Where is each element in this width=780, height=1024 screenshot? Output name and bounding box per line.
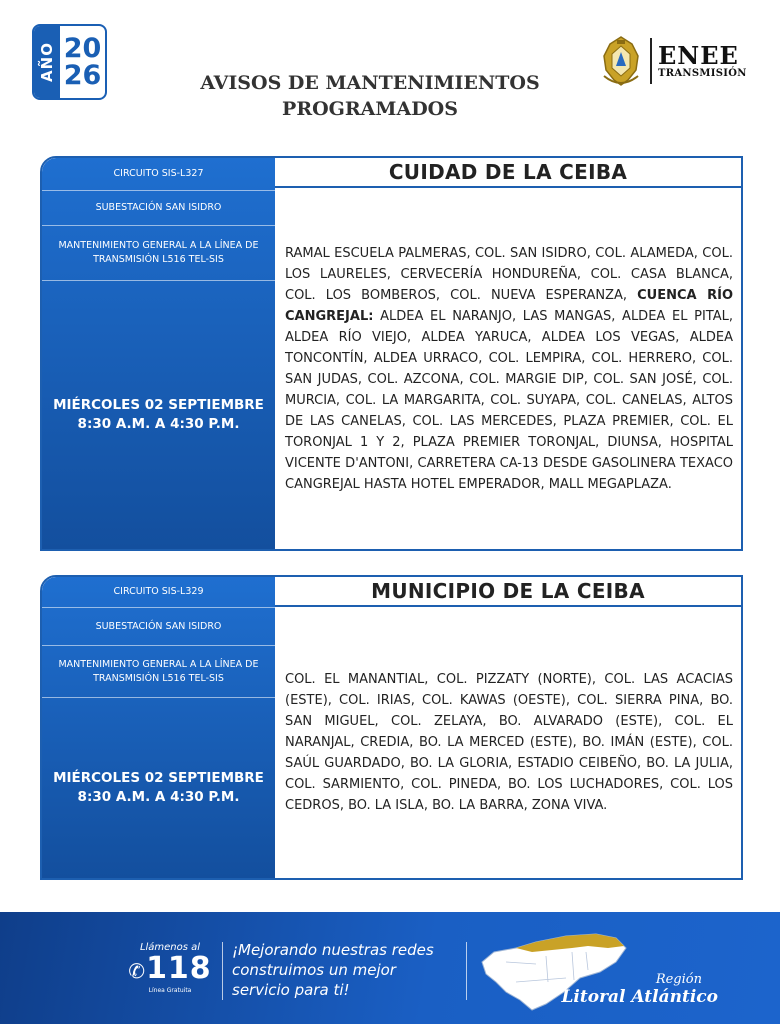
page-title-line1: AVISOS DE MANTENIMIENTOS [200, 72, 540, 94]
notice-block-1 [40, 156, 743, 551]
logo-name: ENEE [658, 40, 739, 70]
notice-info-panel [42, 158, 275, 549]
maintenance-label: MANTENIMIENTO GENERAL A LA LÍNEA DE TRANSMISIÓN L516 TEL-SIS [42, 226, 275, 281]
hotline-number [125, 953, 215, 987]
crest-icon [598, 34, 644, 88]
enee-logo [598, 32, 758, 90]
year-digits [60, 26, 105, 98]
footer-divider-1 [222, 942, 223, 1000]
page-title-line2: PROGRAMADOS [282, 98, 458, 120]
region-line1: Región [655, 972, 702, 987]
hotline-number-text: 118 [146, 951, 212, 986]
affected-areas [275, 188, 741, 549]
area-title: CUIDAD DE LA CEIBA [275, 158, 741, 188]
region-label [558, 972, 758, 1007]
slogan-line3: servicio para ti! [232, 981, 350, 999]
year-digits-bottom: 26 [63, 60, 102, 91]
schedule-date: MIÉRCOLES 02 SEPTIEMBRE [53, 770, 264, 786]
year-badge [32, 24, 107, 100]
slogan-line1: ¡Mejorando nuestras redes [232, 941, 434, 959]
slogan [232, 940, 462, 1000]
maintenance-label: MANTENIMIENTO GENERAL A LA LÍNEA DE TRANSMISIÓN L516 TEL-SIS [42, 646, 275, 698]
logo-divider [650, 38, 652, 84]
logo-subtitle: TRANSMISIÓN [658, 67, 747, 79]
hotline-label: Llámenos al [139, 942, 201, 953]
area-title: MUNICIPIO DE LA CEIBA [275, 577, 741, 607]
hotline-sub: Línea Gratuita [148, 987, 192, 994]
affected-areas-part1: RAMAL ESCUELA PALMERAS, COL. SAN ISIDRO, COL. ALAMEDA, COL. LOS LAURELES, CERVECERÍA HONDUREÑA, COL. CASA BLANCA, COL. LOS BOMBEROS, COL. NUEVA ESPERANZA, [285, 245, 733, 303]
phone-icon: ✆ [128, 959, 147, 983]
schedule-time: 8:30 A.M. A 4:30 P.M. [77, 416, 240, 432]
circuit-label: CIRCUITO SIS-L329 [42, 577, 275, 608]
schedule-time: 8:30 A.M. A 4:30 P.M. [77, 789, 240, 805]
region-line2: Litoral Atlántico [561, 987, 718, 1007]
substation-label: SUBESTACIÓN SAN ISIDRO [42, 191, 275, 226]
footer-banner [0, 912, 780, 1024]
affected-areas-text [285, 243, 733, 495]
circuit-label: CIRCUITO SIS-L327 [42, 158, 275, 191]
notice-block-2 [40, 575, 743, 880]
footer-divider-2 [466, 942, 467, 1000]
hotline [125, 942, 215, 994]
year-digits-top: 20 [63, 33, 102, 64]
schedule [42, 698, 275, 878]
slogan-line2: construimos un mejor [232, 961, 396, 979]
affected-areas-text [285, 669, 733, 816]
notice-content-panel [275, 158, 741, 549]
schedule [42, 281, 275, 549]
year-label-box [34, 26, 60, 98]
affected-areas-part2: ALDEA EL NARANJO, LAS MANGAS, ALDEA EL PITAL, ALDEA RÍO VIEJO, ALDEA YARUCA, ALDEA LOS VEGAS, ALDEA TONCONTÍN, ALDEA URRACO, COL. LEMPIRA, COL. HERRERO, COL. SAN JUDAS, COL. AZCONA, COL. MARGIE DIP, COL. SAN JOSÉ, COL. MURCIA, COL. LA MARGARITA, COL. SUYAPA, COL. CANELAS, ALTOS DE LAS CANELAS, COL. LAS MERCEDES, PLAZA PREMIER, COL. EL TORONJAL 1 Y 2, PLAZA PREMIER TORONJAL, DIUNSA, HOSPITAL VICENTE D'ANTONI, CARRETERA CA-13 DESDE GASOLINERA TEXACO CANGREJAL HASTA HOTEL EMPERADOR, MALL MEGAPLAZA. [285, 308, 733, 492]
substation-label: SUBESTACIÓN SAN ISIDRO [42, 608, 275, 646]
page-title [170, 70, 570, 122]
affected-areas-part1: COL. EL MANANTIAL, COL. PIZZATY (NORTE), COL. LAS ACACIAS (ESTE), COL. IRIAS, COL. KAWAS (OESTE), COL. SIERRA PINA, BO. SAN MIGUEL, COL. ZELAYA, BO. ALVARADO (ESTE), COL. EL NARANJAL, CREDIA, BO. LA MERCED (ESTE), BO. IMÁN (ESTE), COL. SAÚL GUARDADO, BO. LA GLORIA, ESTADIO CEIBEÑO, BO. LA JULIA, COL. SARMIENTO, COL. PINEDA, BO. LOS LUCHADORES, COL. LOS CEDROS, BO. LA ISLA, BO. LA BARRA, ZONA VIVA. [285, 672, 733, 813]
year-label: AÑO [38, 42, 57, 82]
notice-info-panel [42, 577, 275, 878]
affected-areas [275, 607, 741, 878]
affected-areas-bold: CUENCA RÍO CANGREJAL: [285, 287, 733, 324]
notice-content-panel [275, 577, 741, 878]
schedule-date: MIÉRCOLES 02 SEPTIEMBRE [53, 397, 264, 413]
